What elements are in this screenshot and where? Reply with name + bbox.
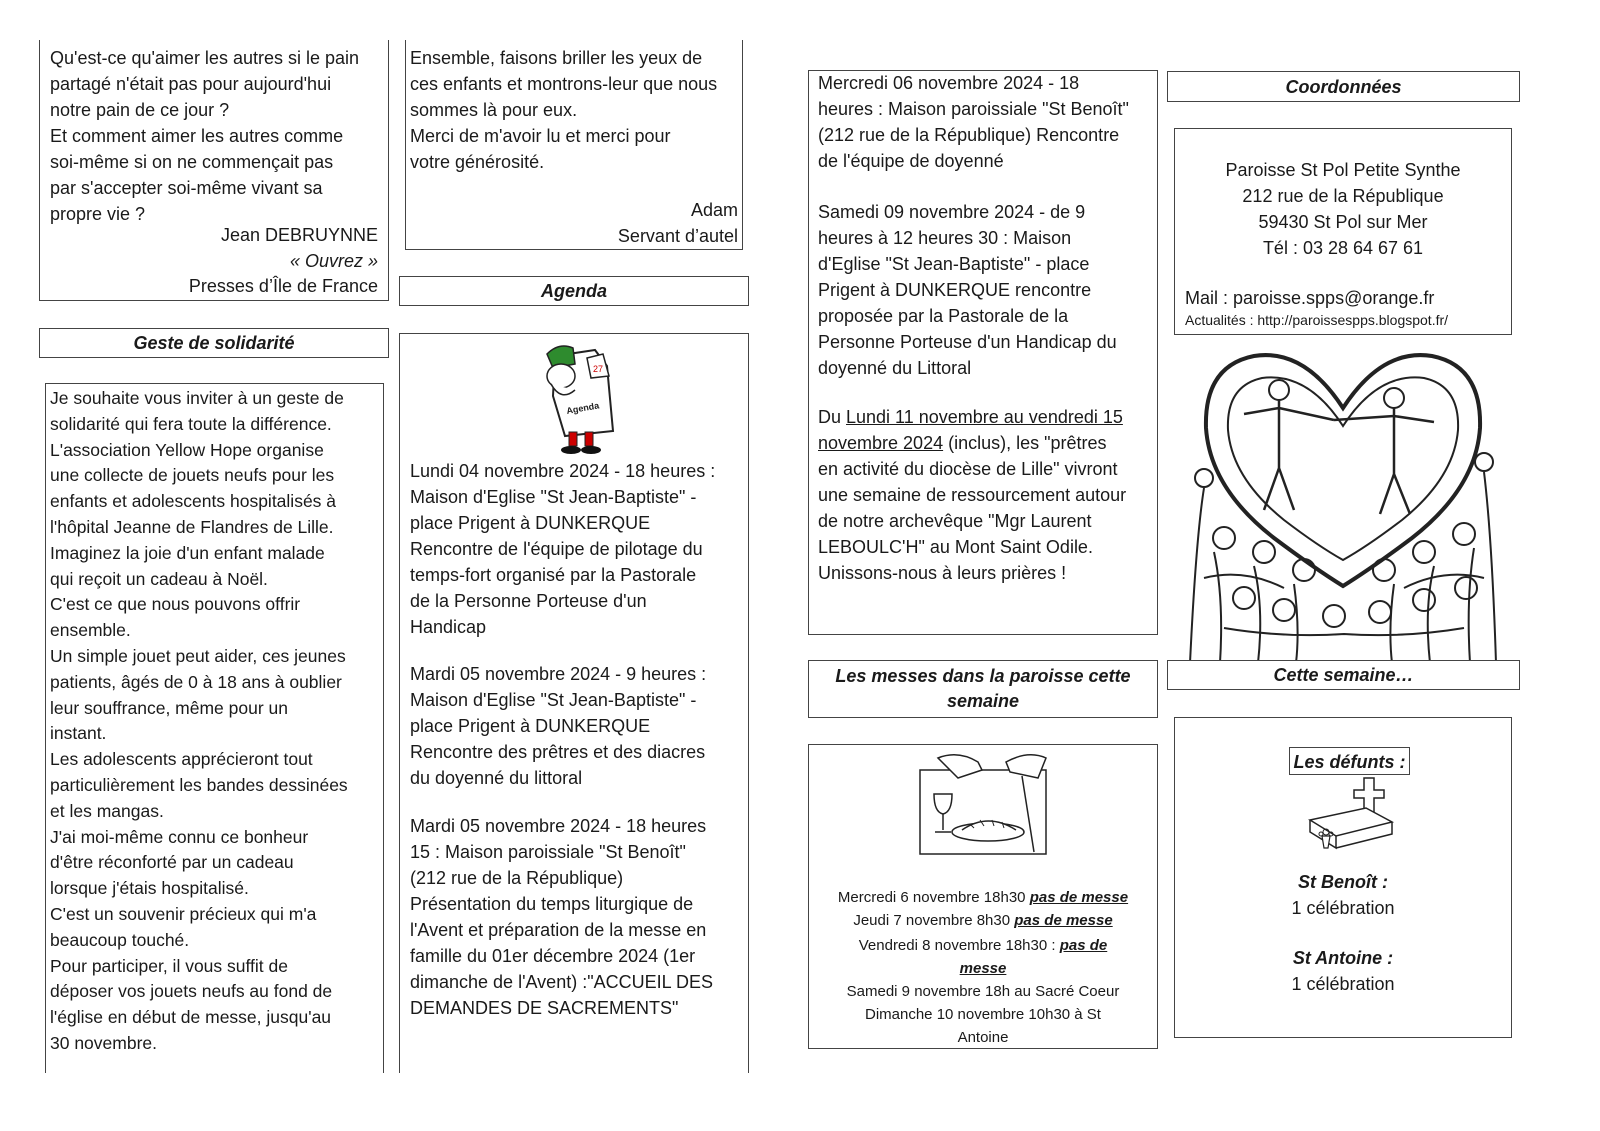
quote-work: « Ouvrez »: [289, 251, 378, 271]
grave-illustration: [1306, 776, 1396, 860]
retreat-text: (inclus), les "prêtres en activité du diocèse de Lille" vivront une semaine de ressourcement autour de notre archevêque "Mgr Laurent LEBOULC'H" au Mont Saint Odile. Unissons-nous à leurs prières !: [818, 433, 1127, 583]
agenda-heading: Agenda: [399, 276, 749, 306]
mass-line: Samedi 9 novembre 18h au Sacré Coeur: [846, 983, 1120, 1000]
retreat-dates: Lundi 11 novembre au vendredi 15 novembre 2024: [818, 407, 1123, 453]
agenda-image-label: Agenda: [565, 400, 600, 416]
mass-line: Dimanche 10 novembre 10h30 à St Antoine: [865, 1006, 1101, 1046]
heart-people-icon: [1184, 338, 1502, 663]
agenda-event: Mardi 05 novembre 2024 - 18 heures 15 : Maison paroissiale "St Benoît" (212 rue de la République) Présentation du temps liturgique de l'Avent et préparation de la messe en famille du 01er décembre 2024 (1er dimanche de l'Avent) :"ACCUEIL DES DEMANDES DE SACREMENTS": [410, 816, 713, 1018]
mass-line-cancel: pas de messe: [1014, 912, 1113, 929]
agenda-character-icon: [525, 336, 625, 456]
agenda-event: Samedi 09 novembre 2024 - de 9 heures à 12 heures 30 : Maison d'Eglise "St Jean-Baptiste" - place Prigent à DUNKERQUE rencontre proposée par la Pastorale de la Personne Porteuse d'un Handicap du doyenné du Littoral: [818, 202, 1117, 378]
deceased-parish-count: 1 célébration: [1291, 974, 1395, 994]
mass-line-cancel: pas de messe: [959, 937, 1108, 977]
agenda-event: Lundi 04 novembre 2024 - 18 heures : Maison d'Eglise "St Jean-Baptiste" - place Prigent à DUNKERQUE Rencontre de l'équipe de pilotage du temps-fort organisé par la Pastorale de la Personne Porteuse d'un Handicap: [410, 461, 716, 637]
deceased-parish-name: St Benoît :: [1298, 872, 1388, 892]
quote-publisher: Presses d’Île de France: [188, 276, 378, 296]
grave-icon: [1306, 776, 1396, 860]
contact-news-link[interactable]: Actualités : http://paroissespps.blogspot.fr/: [1185, 312, 1449, 328]
mass-line: [812, 888, 1154, 908]
agenda-illustration: [525, 336, 625, 456]
agenda-event-retreat: [818, 404, 1154, 586]
signature-role: Servant d’autel: [617, 226, 738, 246]
week-heading: Cette semaine…: [1167, 660, 1520, 690]
retreat-prefix: Du: [818, 407, 847, 427]
deceased-parish-count: 1 célébration: [1291, 898, 1395, 918]
contact-mail: Mail : paroisse.spps@orange.fr: [1185, 288, 1435, 308]
agenda-event: Mardi 05 novembre 2024 - 9 heures : Maison d'Eglise "St Jean-Baptiste" - place Prigent à DUNKERQUE Rencontre des prêtres et des diacres du doyenné du littoral: [410, 664, 707, 788]
continuation-text: Ensemble, faisons briller les yeux de ces enfants et montrons-leur que nous sommes là pour eux. Merci de m'avoir lu et merci pour votre générosité.: [410, 48, 718, 172]
mass-line-text: Mercredi 6 novembre 18h30: [837, 889, 1030, 906]
deceased-parish-name: St Antoine :: [1292, 948, 1394, 968]
eucharist-icon: [918, 748, 1068, 856]
quote-author: Jean DEBRUYNNE: [220, 225, 378, 245]
masses-heading: [808, 660, 1158, 718]
contact-address: Paroisse St Pol Petite Synthe 212 rue de la République 59430 St Pol sur Mer Tél : 03 28 64 67 61: [1225, 160, 1461, 258]
heart-illustration: [1184, 338, 1502, 663]
deceased-heading: Les défunts :: [1289, 747, 1410, 775]
mass-line-text: Vendredi 8 novembre 18h30 :: [858, 937, 1060, 954]
agenda-calendar-number: 27: [593, 364, 604, 374]
contact-heading: Coordonnées: [1167, 71, 1520, 102]
solidarity-text: Je souhaite vous inviter à un geste de solidarité qui fera toute la différence. L'association Yellow Hope organise une collecte de jouets neufs pour les enfants et adolescents hospitalisés à l'hôpital Jeanne de Flandres de Lille. Imaginez la joie d'un enfant malade qui reçoit un cadeau à Noël. C'est ce que nous pouvons offrir ensemble. Un simple jouet peut aider, ces jeunes patients, âgés de 0 à 18 ans à oublier leur souffrance, même pour un instant. Les adolescents apprécieront tout particulièrement les bandes dessinées et les mangas. J'ai moi-même connu ce bonheur d'être réconforté par un cadeau lorsque j'étais hospitalisé. C'est un souvenir précieux qui m'a beaucoup touché. Pour participer, il vous suffit de déposer vos jouets neufs au fond de l'église en début de messe, jusqu'au 30 novembre.: [50, 388, 348, 1053]
mass-line-cancel: pas de messe: [1029, 889, 1129, 906]
masses-heading-text: Les messes dans la paroisse cette semaine: [835, 666, 1131, 711]
quote-text: Qu'est-ce qu'aimer les autres si le pain partagé n'était pas pour aujourd'hui notre pain de ce jour ? Et comment aimer les autres comme soi-même si on ne commençait pas par s'accepter soi-même vivant sa propre vie ?: [50, 48, 360, 224]
signature-name: Adam: [690, 200, 738, 220]
agenda-event: Mercredi 06 novembre 2024 - 18 heures : Maison paroissiale "St Benoît" (212 rue de la République) Rencontre de l'équipe de doyenné: [818, 73, 1129, 171]
solidarity-heading: Geste de solidarité: [39, 328, 389, 358]
mass-line-text: Jeudi 7 novembre 8h30: [853, 912, 1015, 929]
mass-line: [812, 911, 1154, 931]
eucharist-illustration: [918, 748, 1068, 856]
mass-line: [812, 934, 1154, 980]
